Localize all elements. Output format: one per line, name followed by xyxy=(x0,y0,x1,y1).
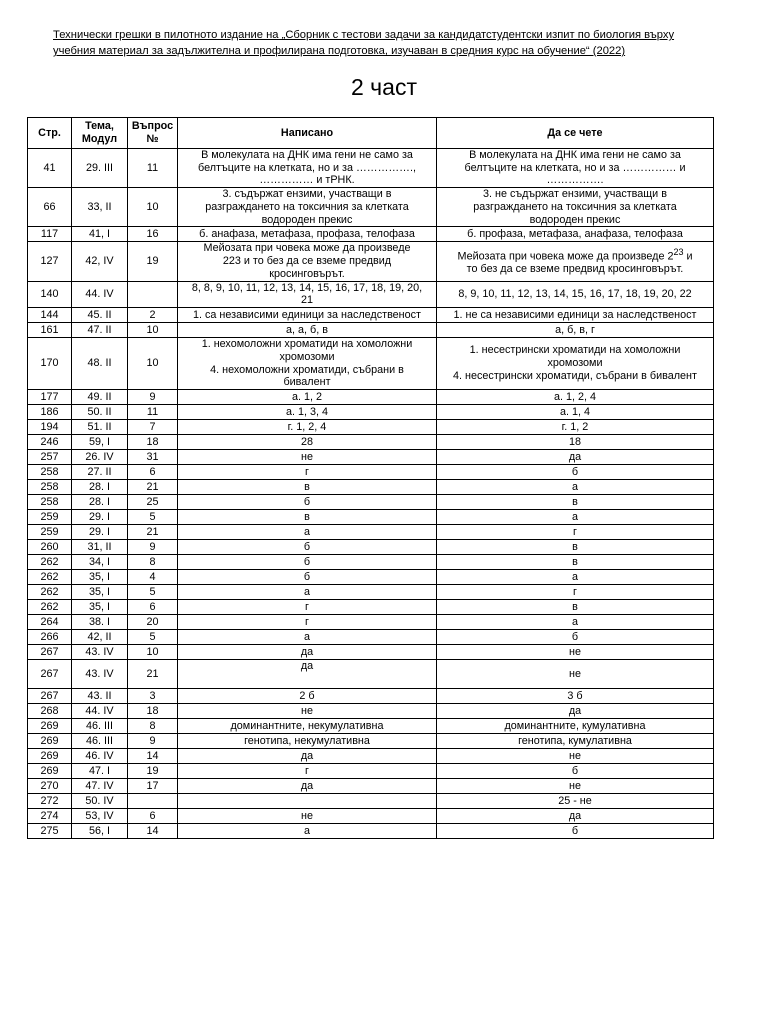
cell-written: а xyxy=(178,585,437,600)
table-row xyxy=(28,308,714,323)
cell-read-as: да xyxy=(437,450,714,465)
cell-written: не xyxy=(178,809,437,824)
cell-topic: 42, IV xyxy=(72,242,128,281)
cell-read-as: в xyxy=(437,555,714,570)
table-row xyxy=(28,794,714,809)
cell-read-as: а. 1, 2, 4 xyxy=(437,390,714,405)
cell-page: 144 xyxy=(28,308,72,323)
table-row xyxy=(28,450,714,465)
table-row xyxy=(28,719,714,734)
cell-topic: 31, II xyxy=(72,540,128,555)
cell-page: 269 xyxy=(28,764,72,779)
cell-page: 274 xyxy=(28,809,72,824)
cell-read-as: а xyxy=(437,480,714,495)
cell-question: 5 xyxy=(128,510,178,525)
cell-read-as: доминантните, кумулативна xyxy=(437,719,714,734)
cell-written: а, а, б, в xyxy=(178,323,437,338)
cell-page: 262 xyxy=(28,555,72,570)
cell-question: 21 xyxy=(128,480,178,495)
cell-question: 6 xyxy=(128,809,178,824)
cell-page: 267 xyxy=(28,645,72,660)
cell-read-as: 1. не са независими единици за наследственост xyxy=(437,308,714,323)
cell-read-as: б xyxy=(437,764,714,779)
cell-read-as: б. профаза, метафаза, анафаза, телофаза xyxy=(437,227,714,242)
cell-written: б xyxy=(178,570,437,585)
table-row xyxy=(28,149,714,188)
table-row xyxy=(28,405,714,420)
cell-question: 9 xyxy=(128,540,178,555)
cell-question xyxy=(128,794,178,809)
cell-topic: 35, I xyxy=(72,600,128,615)
cell-written: Мейозата при човека може да произведе 223 и то без да се вземе предвид кросинговърът. xyxy=(178,242,437,281)
cell-read-as: да xyxy=(437,704,714,719)
exponent: 23 xyxy=(673,246,684,257)
cell-question: 16 xyxy=(128,227,178,242)
cell-topic: 34, I xyxy=(72,555,128,570)
table-row xyxy=(28,779,714,794)
table-row xyxy=(28,338,714,390)
cell-topic: 28. I xyxy=(72,495,128,510)
table-row xyxy=(28,480,714,495)
cell-page: 262 xyxy=(28,570,72,585)
cell-read-as: г. 1, 2 xyxy=(437,420,714,435)
table-row xyxy=(28,420,714,435)
cell-page: 275 xyxy=(28,824,72,839)
cell-page: 268 xyxy=(28,704,72,719)
cell-read-as: а xyxy=(437,570,714,585)
cell-question: 9 xyxy=(128,734,178,749)
cell-page: 262 xyxy=(28,600,72,615)
table-row xyxy=(28,281,714,307)
cell-question: 2 xyxy=(128,308,178,323)
cell-read-as: 3 б xyxy=(437,689,714,704)
cell-page: 186 xyxy=(28,405,72,420)
cell-page: 170 xyxy=(28,338,72,390)
cell-written: да xyxy=(178,749,437,764)
cell-page: 258 xyxy=(28,480,72,495)
cell-topic: 44. IV xyxy=(72,281,128,307)
cell-question: 11 xyxy=(128,405,178,420)
table-row xyxy=(28,585,714,600)
cell-page: 269 xyxy=(28,749,72,764)
cell-topic: 47. II xyxy=(72,323,128,338)
cell-read-as: генотипа, кумулативна xyxy=(437,734,714,749)
table-row xyxy=(28,188,714,227)
cell-page: 259 xyxy=(28,525,72,540)
cell-page: 140 xyxy=(28,281,72,307)
cell-question: 21 xyxy=(128,525,178,540)
cell-written: да xyxy=(178,779,437,794)
cell-written: а. 1, 2 xyxy=(178,390,437,405)
cell-written: г xyxy=(178,764,437,779)
table-row xyxy=(28,435,714,450)
cell-written: б. анафаза, метафаза, профаза, телофаза xyxy=(178,227,437,242)
cell-topic: 49. II xyxy=(72,390,128,405)
cell-question: 4 xyxy=(128,570,178,585)
table-row xyxy=(28,465,714,480)
table-row xyxy=(28,645,714,660)
cell-topic: 46. III xyxy=(72,719,128,734)
cell-written: не xyxy=(178,450,437,465)
cell-written: б xyxy=(178,540,437,555)
cell-topic: 29. III xyxy=(72,149,128,188)
table-header-row xyxy=(28,118,714,149)
page-title: 2 част xyxy=(351,74,417,100)
cell-page: 66 xyxy=(28,188,72,227)
cell-topic: 44. IV xyxy=(72,704,128,719)
cell-question: 8 xyxy=(128,555,178,570)
cell-topic: 35, I xyxy=(72,585,128,600)
cell-written: а xyxy=(178,630,437,645)
errata-table xyxy=(27,117,714,839)
cell-read-as: в xyxy=(437,600,714,615)
cell-read-as: 8, 9, 10, 11, 12, 13, 14, 15, 16, 17, 18, 19, 20, 22 xyxy=(437,281,714,307)
cell-question: 18 xyxy=(128,704,178,719)
table-row xyxy=(28,660,714,689)
cell-written: б xyxy=(178,495,437,510)
cell-topic: 51. II xyxy=(72,420,128,435)
cell-written: а xyxy=(178,525,437,540)
read-as-text-cont: и то без да се вземе предвид кросинговърът. xyxy=(466,250,693,276)
table-row xyxy=(28,525,714,540)
cell-page: 269 xyxy=(28,734,72,749)
table-row xyxy=(28,390,714,405)
cell-topic: 29. I xyxy=(72,510,128,525)
cell-written: а xyxy=(178,824,437,839)
cell-topic: 26. IV xyxy=(72,450,128,465)
cell-page: 270 xyxy=(28,779,72,794)
header-page: Стр. xyxy=(28,118,72,149)
cell-topic: 53, IV xyxy=(72,809,128,824)
cell-read-as: В молекулата на ДНК има гени не само за белтъците на клетката, но и за …………… и ……………. xyxy=(437,149,714,188)
cell-read-as: а xyxy=(437,510,714,525)
cell-question: 10 xyxy=(128,323,178,338)
cell-page: 266 xyxy=(28,630,72,645)
cell-topic: 46. III xyxy=(72,734,128,749)
cell-read-as: не xyxy=(437,660,714,689)
cell-page: 262 xyxy=(28,585,72,600)
cell-written: в xyxy=(178,480,437,495)
table-row xyxy=(28,749,714,764)
cell-read-as: г xyxy=(437,585,714,600)
cell-question: 10 xyxy=(128,645,178,660)
cell-topic: 27. II xyxy=(72,465,128,480)
cell-question: 21 xyxy=(128,660,178,689)
cell-topic: 38. I xyxy=(72,615,128,630)
cell-page: 127 xyxy=(28,242,72,281)
cell-question: 31 xyxy=(128,450,178,465)
cell-written: В молекулата на ДНК има гени не само за белтъците на клетката, но и за ……………., …………… и тРНК. xyxy=(178,149,437,188)
cell-read-as: 3. не съдържат ензими, участващи в разграждането на токсичния за клетката водороден прекис xyxy=(437,188,714,227)
cell-read-as: а, б, в, г xyxy=(437,323,714,338)
intro-note: Технически грешки в пилотното издание на „Сборник с тестови задачи за кандидатстудентски изпит по биология върху учебния материал за задължителна и профилирана подготовка, изучаван в средния курс на обучение“ (2022) xyxy=(53,29,675,57)
header-topic: Тема, Модул xyxy=(72,118,128,149)
cell-read-as: а xyxy=(437,615,714,630)
table-row xyxy=(28,689,714,704)
cell-topic: 46. IV xyxy=(72,749,128,764)
cell-topic: 42, II xyxy=(72,630,128,645)
cell-page: 257 xyxy=(28,450,72,465)
cell-written: 1. са независими единици за наследственост xyxy=(178,308,437,323)
cell-question: 8 xyxy=(128,719,178,734)
cell-topic: 50. II xyxy=(72,405,128,420)
cell-question: 5 xyxy=(128,630,178,645)
cell-topic: 47. IV xyxy=(72,779,128,794)
table-row xyxy=(28,510,714,525)
table-row xyxy=(28,227,714,242)
cell-written: г xyxy=(178,600,437,615)
cell-question: 20 xyxy=(128,615,178,630)
cell-question: 11 xyxy=(128,149,178,188)
cell-question xyxy=(128,281,178,307)
cell-page: 267 xyxy=(28,660,72,689)
cell-written: 1. нехомоложни хроматиди на хомоложни хромозоми 4. нехомоложни хроматиди, събрани в бивалент xyxy=(178,338,437,390)
cell-topic: 35, I xyxy=(72,570,128,585)
header-read-as: Да се чете xyxy=(437,118,714,149)
cell-page: 264 xyxy=(28,615,72,630)
cell-question: 5 xyxy=(128,585,178,600)
cell-read-as: 1. несестрински хроматиди на хомоложни хромозоми 4. несестрински хроматиди, събрани в бивалент xyxy=(437,338,714,390)
table-row xyxy=(28,615,714,630)
cell-topic: 45. II xyxy=(72,308,128,323)
cell-written: 2 б xyxy=(178,689,437,704)
cell-written: а. 1, 3, 4 xyxy=(178,405,437,420)
cell-topic: 28. I xyxy=(72,480,128,495)
cell-topic: 59, I xyxy=(72,435,128,450)
cell-question: 14 xyxy=(128,749,178,764)
cell-question: 10 xyxy=(128,188,178,227)
cell-read-as: 25 - не xyxy=(437,794,714,809)
cell-page: 260 xyxy=(28,540,72,555)
cell-written: в xyxy=(178,510,437,525)
table-row xyxy=(28,809,714,824)
cell-topic: 29. I xyxy=(72,525,128,540)
table-row xyxy=(28,824,714,839)
cell-question: 18 xyxy=(128,435,178,450)
cell-read-as: в xyxy=(437,495,714,510)
cell-topic: 33, II xyxy=(72,188,128,227)
cell-written: г xyxy=(178,615,437,630)
cell-read-as: б xyxy=(437,630,714,645)
cell-read-as: в xyxy=(437,540,714,555)
cell-question: 19 xyxy=(128,242,178,281)
table-row xyxy=(28,242,714,281)
table-row xyxy=(28,540,714,555)
cell-page: 269 xyxy=(28,719,72,734)
cell-topic: 43. II xyxy=(72,689,128,704)
cell-written: 28 xyxy=(178,435,437,450)
cell-written: 3. съдържат ензими, участващи в разграждането на токсичния за клетката водороден прекис xyxy=(178,188,437,227)
table-row xyxy=(28,764,714,779)
table-row xyxy=(28,630,714,645)
table-row xyxy=(28,704,714,719)
cell-topic: 41, I xyxy=(72,227,128,242)
cell-question: 14 xyxy=(128,824,178,839)
cell-written xyxy=(178,794,437,809)
cell-page: 161 xyxy=(28,323,72,338)
cell-read-as xyxy=(437,242,714,281)
cell-topic: 48. II xyxy=(72,338,128,390)
cell-read-as: 18 xyxy=(437,435,714,450)
header-question: Въпрос № xyxy=(128,118,178,149)
table-row xyxy=(28,600,714,615)
cell-written: 8, 8, 9, 10, 11, 12, 13, 14, 15, 16, 17, 18, 19, 20, 21 xyxy=(178,281,437,307)
cell-written: г. 1, 2, 4 xyxy=(178,420,437,435)
cell-topic: 43. IV xyxy=(72,645,128,660)
cell-written: доминантните, некумулативна xyxy=(178,719,437,734)
cell-written: да xyxy=(178,660,437,689)
cell-read-as: не xyxy=(437,779,714,794)
cell-question: 3 xyxy=(128,689,178,704)
cell-page: 259 xyxy=(28,510,72,525)
cell-question: 25 xyxy=(128,495,178,510)
table-row xyxy=(28,734,714,749)
header-written: Написано xyxy=(178,118,437,149)
cell-read-as: б xyxy=(437,465,714,480)
cell-page: 117 xyxy=(28,227,72,242)
cell-written: да xyxy=(178,645,437,660)
cell-read-as: не xyxy=(437,645,714,660)
cell-written: генотипа, некумулативна xyxy=(178,734,437,749)
cell-page: 246 xyxy=(28,435,72,450)
cell-topic: 56, I xyxy=(72,824,128,839)
cell-page: 258 xyxy=(28,465,72,480)
table-row xyxy=(28,570,714,585)
cell-page: 272 xyxy=(28,794,72,809)
cell-page: 258 xyxy=(28,495,72,510)
cell-written: не xyxy=(178,704,437,719)
cell-read-as: да xyxy=(437,809,714,824)
cell-question: 6 xyxy=(128,465,178,480)
cell-topic: 43. IV xyxy=(72,660,128,689)
cell-page: 41 xyxy=(28,149,72,188)
cell-page: 177 xyxy=(28,390,72,405)
cell-topic: 47. I xyxy=(72,764,128,779)
read-as-text: Мейозата при човека може да произведе 2 xyxy=(457,250,674,263)
cell-question: 6 xyxy=(128,600,178,615)
cell-written: г xyxy=(178,465,437,480)
cell-question: 17 xyxy=(128,779,178,794)
cell-question: 9 xyxy=(128,390,178,405)
cell-read-as: а. 1, 4 xyxy=(437,405,714,420)
cell-read-as: г xyxy=(437,525,714,540)
cell-read-as: б xyxy=(437,824,714,839)
table-row xyxy=(28,323,714,338)
cell-read-as: не xyxy=(437,749,714,764)
cell-topic: 50. IV xyxy=(72,794,128,809)
cell-page: 194 xyxy=(28,420,72,435)
cell-page: 267 xyxy=(28,689,72,704)
cell-question: 7 xyxy=(128,420,178,435)
table-row xyxy=(28,495,714,510)
cell-question: 10 xyxy=(128,338,178,390)
cell-question: 19 xyxy=(128,764,178,779)
cell-written: б xyxy=(178,555,437,570)
table-row xyxy=(28,555,714,570)
